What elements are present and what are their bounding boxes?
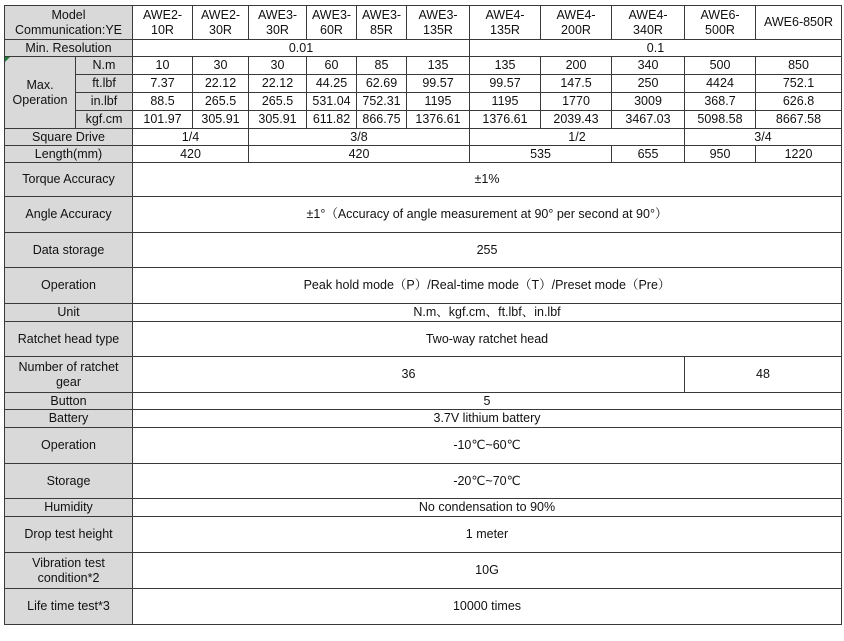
data-storage-label: Data storage [5, 233, 133, 268]
operation-mode-label: Operation [5, 268, 133, 304]
value-cell: 500 [685, 57, 756, 75]
operation-temp-value: -10℃~60℃ [133, 428, 842, 464]
model-name: AWE6-850R [756, 6, 842, 40]
model-name: AWE4-135R [470, 6, 541, 40]
value-cell: 2039.43 [541, 111, 612, 129]
max-operation-label: Max. Operation [5, 57, 76, 129]
value-cell: 1195 [407, 93, 470, 111]
torque-accuracy-row [5, 163, 842, 197]
value-cell: 22.12 [193, 75, 249, 93]
ratchet-head-value: Two-way ratchet head [133, 322, 842, 357]
battery-value: 3.7V lithium battery [133, 410, 842, 428]
spec-table [4, 5, 842, 625]
max-operation-row [5, 75, 842, 93]
data-storage-row [5, 233, 842, 268]
angle-accuracy-label: Angle Accuracy [5, 197, 133, 233]
value-cell: 101.97 [133, 111, 193, 129]
value-cell: 22.12 [249, 75, 307, 93]
value-cell: 4424 [685, 75, 756, 93]
model-label: Model [51, 7, 86, 22]
drop-test-value: 1 meter [133, 517, 842, 553]
unit-label: Unit [5, 304, 133, 322]
value-cell: 44.25 [307, 75, 357, 93]
value-cell: 1220 [756, 146, 842, 163]
value-cell: 3/4 [685, 129, 842, 146]
unit-value: N.m、kgf.cm、ft.lbf、in.lbf [133, 304, 842, 322]
min-resolution-row [5, 40, 842, 57]
battery-label: Battery [5, 410, 133, 428]
model-name: AWE3-135R [407, 6, 470, 40]
value-cell: 3009 [612, 93, 685, 111]
storage-temp-label: Storage [5, 464, 133, 499]
value-cell: 1/2 [470, 129, 685, 146]
data-storage-value: 255 [133, 233, 842, 268]
value-cell: 5098.58 [685, 111, 756, 129]
operation-temp-label: Operation [5, 428, 133, 464]
max-operation-row [5, 57, 842, 75]
value-cell: 10 [133, 57, 193, 75]
humidity-value: No condensation to 90% [133, 499, 842, 517]
battery-row [5, 410, 842, 428]
storage-temp-row [5, 464, 842, 499]
storage-temp-value: -20℃~70℃ [133, 464, 842, 499]
ratchet-gear-label: Number of ratchet gear [5, 357, 133, 393]
model-name: AWE6-500R [685, 6, 756, 40]
length-row [5, 146, 842, 163]
value-cell: 850 [756, 57, 842, 75]
value-cell: 265.5 [193, 93, 249, 111]
ratchet-head-row [5, 322, 842, 357]
value-cell: 147.5 [541, 75, 612, 93]
life-time-label: Life time test*3 [5, 589, 133, 625]
value-cell: 3/8 [249, 129, 470, 146]
value-cell: 531.04 [307, 93, 357, 111]
value-cell: 88.5 [133, 93, 193, 111]
button-value: 5 [133, 393, 842, 410]
button-row [5, 393, 842, 410]
value-cell: 752.31 [357, 93, 407, 111]
model-name: AWE3-30R [249, 6, 307, 40]
value-cell: 1770 [541, 93, 612, 111]
max-operation-row [5, 93, 842, 111]
value-cell: 135 [470, 57, 541, 75]
operation-temp-row [5, 428, 842, 464]
value-cell: 1376.61 [470, 111, 541, 129]
model-name: AWE3-60R [307, 6, 357, 40]
torque-accuracy-value: ±1% [133, 163, 842, 197]
value-cell: 62.69 [357, 75, 407, 93]
square-drive-row [5, 129, 842, 146]
value-cell: 340 [612, 57, 685, 75]
square-drive-label: Square Drive [5, 129, 133, 146]
torque-accuracy-label: Torque Accuracy [5, 163, 133, 197]
max-operation-unit: kgf.cm [76, 111, 133, 129]
value-cell: 48 [685, 357, 842, 393]
value-cell: 8667.58 [756, 111, 842, 129]
vibration-value: 10G [133, 553, 842, 589]
value-cell: 3467.03 [612, 111, 685, 129]
value-cell: 99.57 [470, 75, 541, 93]
value-cell: 752.1 [756, 75, 842, 93]
max-operation-row [5, 111, 842, 129]
value-cell: 420 [133, 146, 249, 163]
value-cell: 250 [612, 75, 685, 93]
min-resolution-value: 0.01 [133, 40, 470, 57]
value-cell: 60 [307, 57, 357, 75]
vibration-row [5, 553, 842, 589]
value-cell: 611.82 [307, 111, 357, 129]
value-cell: 305.91 [193, 111, 249, 129]
ratchet-gear-row [5, 357, 842, 393]
value-cell: 1376.61 [407, 111, 470, 129]
drop-test-label: Drop test height [5, 517, 133, 553]
min-resolution-label: Min. Resolution [5, 40, 133, 57]
model-name: AWE4-200R [541, 6, 612, 40]
value-cell: 950 [685, 146, 756, 163]
button-label: Button [5, 393, 133, 410]
value-cell: 866.75 [357, 111, 407, 129]
value-cell: 85 [357, 57, 407, 75]
max-operation-unit: in.lbf [76, 93, 133, 111]
angle-accuracy-value: ±1°（Accuracy of angle measurement at 90° per second at 90°） [133, 197, 842, 233]
value-cell: 655 [612, 146, 685, 163]
operation-mode-row [5, 268, 842, 304]
value-cell: 135 [407, 57, 470, 75]
unit-row [5, 304, 842, 322]
model-header-cell [5, 6, 133, 40]
min-resolution-value: 0.1 [470, 40, 842, 57]
value-cell: 265.5 [249, 93, 307, 111]
value-cell: 1/4 [133, 129, 249, 146]
value-cell: 368.7 [685, 93, 756, 111]
ratchet-head-label: Ratchet head type [5, 322, 133, 357]
humidity-label: Humidity [5, 499, 133, 517]
value-cell: 420 [249, 146, 470, 163]
value-cell: 535 [470, 146, 612, 163]
value-cell: 200 [541, 57, 612, 75]
value-cell: 1195 [470, 93, 541, 111]
model-header-row [5, 6, 842, 40]
value-cell: 626.8 [756, 93, 842, 111]
operation-mode-value: Peak hold mode（P）/Real-time mode（T）/Preset mode（Pre） [133, 268, 842, 304]
angle-accuracy-row [5, 197, 842, 233]
model-name: AWE4-340R [612, 6, 685, 40]
max-operation-unit: N.m [76, 57, 133, 75]
value-cell: 30 [249, 57, 307, 75]
model-name: AWE2-10R [133, 6, 193, 40]
value-cell: 305.91 [249, 111, 307, 129]
value-cell: 36 [133, 357, 685, 393]
communication-label: Communication:YE [15, 22, 122, 37]
life-time-value: 10000 times [133, 589, 842, 625]
life-time-row [5, 589, 842, 625]
model-name: AWE3-85R [357, 6, 407, 40]
drop-test-row [5, 517, 842, 553]
vibration-label: Vibration test condition*2 [5, 553, 133, 589]
length-label: Length(mm) [5, 146, 133, 163]
value-cell: 30 [193, 57, 249, 75]
humidity-row [5, 499, 842, 517]
value-cell: 99.57 [407, 75, 470, 93]
value-cell: 7.37 [133, 75, 193, 93]
model-name: AWE2-30R [193, 6, 249, 40]
max-operation-unit: ft.lbf [76, 75, 133, 93]
